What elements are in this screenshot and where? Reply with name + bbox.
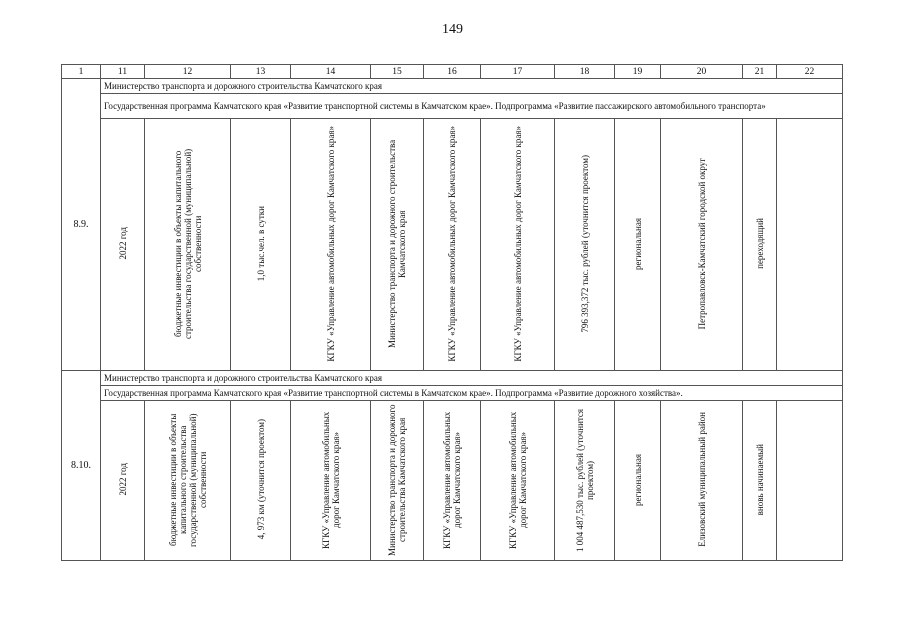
column-number: 19 — [615, 65, 661, 79]
table-row — [62, 401, 843, 561]
program-text: Государственная программа Камчатского края «Развитие транспортной системы в Камчатском крае». Подпрограмма «Развитие дорожного хозяйства». — [101, 386, 843, 401]
table-cell — [777, 119, 843, 371]
table-cell: КГКУ «Управление автомобильных дорог Камчатского края» — [424, 119, 481, 371]
column-number: 20 — [661, 65, 743, 79]
column-number: 18 — [555, 65, 615, 79]
table-cell: КГКУ «Управление автомобильных дорог Камчатского края» — [481, 401, 555, 561]
table-cell: региональная — [615, 119, 661, 371]
table-cell: КГКУ «Управление автомобильных дорог Камчатского края» — [291, 119, 371, 371]
table-row — [62, 119, 843, 371]
table-cell: переходящий — [743, 119, 777, 371]
table-cell — [777, 401, 843, 561]
table-cell: бюджетные инвестиции в объекты капитального строительства государственной (муниципальной) собственности — [145, 119, 231, 371]
column-number: 14 — [291, 65, 371, 79]
column-number-row — [62, 65, 843, 79]
program-text: Государственная программа Камчатского края «Развитие транспортной системы в Камчатском крае». Подпрограмма «Развитие пассажирского автомобильного транспорта» — [101, 94, 843, 119]
column-number: 11 — [101, 65, 145, 79]
column-number: 1 — [62, 65, 101, 79]
table-cell: вновь начинаемый — [743, 401, 777, 561]
table-cell: 4, 973 км (уточнится проектом) — [231, 401, 291, 561]
table-cell: 2022 год — [101, 401, 145, 561]
column-number: 22 — [777, 65, 843, 79]
table-row — [62, 386, 843, 401]
column-number: 15 — [371, 65, 424, 79]
column-number: 17 — [481, 65, 555, 79]
entry-number: 8.10. — [62, 371, 101, 561]
table-cell: Министерство транспорта и дорожного строительства Камчатского края — [371, 119, 424, 371]
table-cell: КГКУ «Управление автомобильных дорог Камчатского края» — [424, 401, 481, 561]
table-cell: 1 004 487,530 тыс. рублей (уточнится проектом) — [555, 401, 615, 561]
registry-table — [61, 64, 843, 561]
page-number: 149 — [442, 22, 463, 37]
ministry-text: Министерство транспорта и дорожного строительства Камчатского края — [101, 371, 843, 386]
table-cell: КГКУ «Управление автомобильных дорог Камчатского края» — [291, 401, 371, 561]
table-row — [62, 79, 843, 94]
table-cell: 2022 год — [101, 119, 145, 371]
table-cell: 796 393,372 тыс. рублей (уточнится проектом) — [555, 119, 615, 371]
table-cell: Петропавловск-Камчатский городской округ — [661, 119, 743, 371]
column-number: 16 — [424, 65, 481, 79]
column-number: 13 — [231, 65, 291, 79]
table-cell: бюджетные инвестиции в объекты капитального строительства государственной (муниципальной) собственности — [145, 401, 231, 561]
table-cell: Елизовский муниципальный район — [661, 401, 743, 561]
entry-number: 8.9. — [62, 79, 101, 371]
table-row — [62, 94, 843, 119]
table-cell: региональная — [615, 401, 661, 561]
table-cell: Министерство транспорта и дорожного строительства Камчатского края — [371, 401, 424, 561]
column-number: 12 — [145, 65, 231, 79]
table-row — [62, 371, 843, 386]
table-cell: 1,0 тыс.чел. в сутки — [231, 119, 291, 371]
table-cell: КГКУ «Управление автомобильных дорог Камчатского края» — [481, 119, 555, 371]
ministry-text: Министерство транспорта и дорожного строительства Камчатского края — [101, 79, 843, 94]
column-number: 21 — [743, 65, 777, 79]
